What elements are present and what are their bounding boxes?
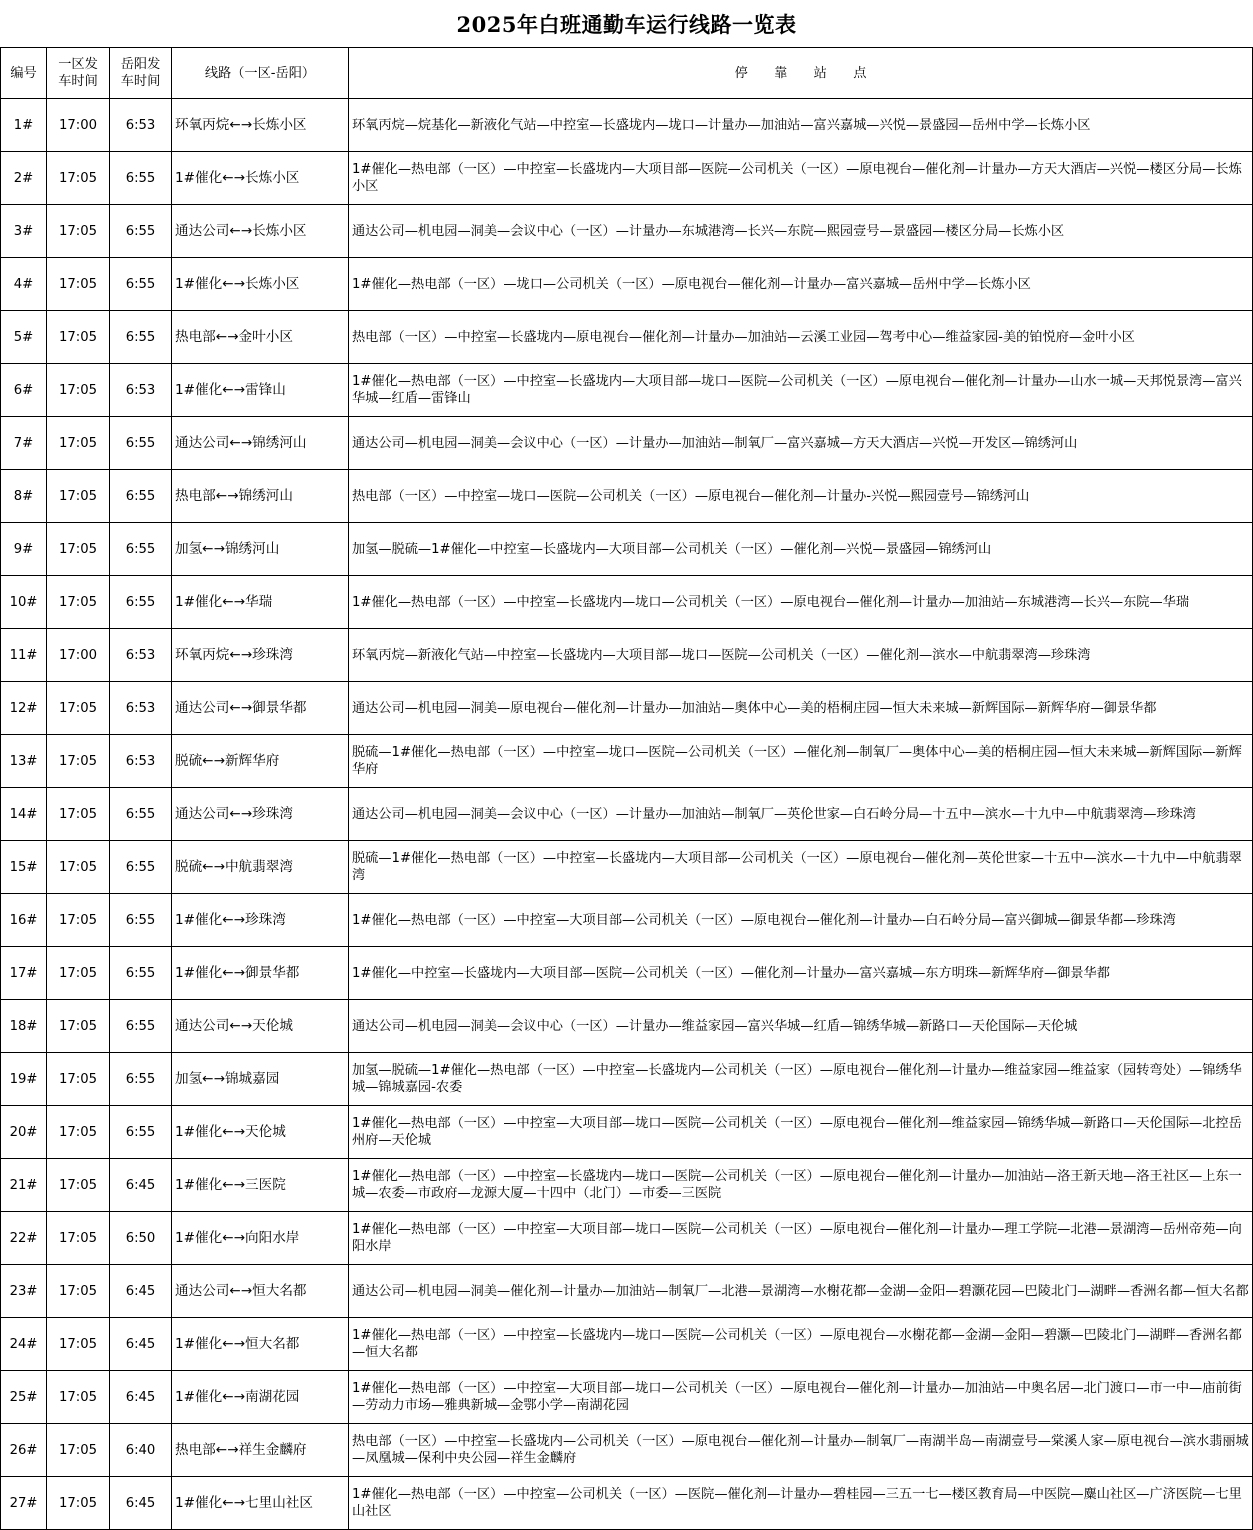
cell-number: 25#	[1, 1371, 47, 1424]
cell-stops: 1#催化—热电部（一区）—垅口—公司机关（一区）—原电视台—催化剂—计量办—富兴嘉城—岳州中学—长炼小区	[349, 258, 1253, 311]
cell-stops: 热电部（一区）—中控室—长盛垅内—原电视台—催化剂—计量办—加油站—云溪工业园—驾考中心—维益家园-美的铂悦府—金叶小区	[349, 311, 1253, 364]
table-row	[1, 523, 1253, 576]
cell-stops: 通达公司—机电园—洞美—原电视台—催化剂—计量办—加油站—奥体中心—美的梧桐庄园—恒大未来城—新辉国际—新辉华府—御景华都	[349, 682, 1253, 735]
cell-route: 1#催化←→珍珠湾	[172, 894, 349, 947]
header-number: 编号	[1, 48, 47, 99]
cell-yueyang-time: 6:55	[110, 947, 172, 1000]
cell-yueyang-time: 6:55	[110, 894, 172, 947]
cell-depart-time: 17:05	[47, 682, 110, 735]
cell-route: 加氢←→锦城嘉园	[172, 1053, 349, 1106]
cell-number: 21#	[1, 1159, 47, 1212]
table-row	[1, 364, 1253, 417]
cell-depart-time: 17:05	[47, 1106, 110, 1159]
cell-number: 15#	[1, 841, 47, 894]
table-row	[1, 205, 1253, 258]
cell-yueyang-time: 6:53	[110, 629, 172, 682]
cell-yueyang-time: 6:55	[110, 258, 172, 311]
header-yueyang-line1: 岳阳发	[120, 57, 161, 72]
cell-stops: 环氧丙烷—烷基化—新液化气站—中控室—长盛垅内—垅口—计量办—加油站—富兴嘉城—兴悦—景盛园—岳州中学—长炼小区	[349, 99, 1253, 152]
cell-stops: 环氧丙烷—新液化气站—中控室—长盛垅内—大项目部—垅口—医院—公司机关（一区）—催化剂—滨水—中航翡翠湾—珍珠湾	[349, 629, 1253, 682]
cell-stops: 加氢—脱硫—1#催化—中控室—长盛垅内—大项目部—公司机关（一区）—催化剂—兴悦—景盛园—锦绣河山	[349, 523, 1253, 576]
cell-yueyang-time: 6:45	[110, 1318, 172, 1371]
cell-number: 11#	[1, 629, 47, 682]
cell-yueyang-time: 6:55	[110, 1106, 172, 1159]
cell-depart-time: 17:05	[47, 1371, 110, 1424]
header-stops: 停 靠 站 点	[349, 48, 1253, 99]
cell-route: 通达公司←→珍珠湾	[172, 788, 349, 841]
table-row	[1, 99, 1253, 152]
cell-number: 5#	[1, 311, 47, 364]
cell-stops: 1#催化—热电部（一区）—中控室—大项目部—垅口—公司机关（一区）—原电视台—催化剂—计量办—加油站—中奥名居—北门渡口—市一中—庙前街—劳动力市场—雅典新城—金鄂小学—南湖花园	[349, 1371, 1253, 1424]
table-row	[1, 470, 1253, 523]
cell-number: 4#	[1, 258, 47, 311]
cell-depart-time: 17:05	[47, 417, 110, 470]
cell-depart-time: 17:05	[47, 1318, 110, 1371]
cell-depart-time: 17:05	[47, 152, 110, 205]
cell-number: 1#	[1, 99, 47, 152]
cell-number: 18#	[1, 1000, 47, 1053]
table-row	[1, 1477, 1253, 1530]
cell-depart-time: 17:05	[47, 894, 110, 947]
cell-depart-time: 17:05	[47, 205, 110, 258]
cell-depart-time: 17:00	[47, 99, 110, 152]
header-route: 线路（一区-岳阳）	[172, 48, 349, 99]
table-row	[1, 1318, 1253, 1371]
cell-route: 1#催化←→御景华都	[172, 947, 349, 1000]
cell-number: 26#	[1, 1424, 47, 1477]
cell-stops: 1#催化—热电部（一区）—中控室—大项目部—公司机关（一区）—原电视台—催化剂—计量办—白石岭分局—富兴御城—御景华都—珍珠湾	[349, 894, 1253, 947]
table-row	[1, 1371, 1253, 1424]
cell-number: 17#	[1, 947, 47, 1000]
cell-route: 脱硫←→中航翡翠湾	[172, 841, 349, 894]
cell-number: 14#	[1, 788, 47, 841]
cell-depart-time: 17:05	[47, 1265, 110, 1318]
cell-route: 1#催化←→南湖花园	[172, 1371, 349, 1424]
table-row	[1, 841, 1253, 894]
cell-number: 13#	[1, 735, 47, 788]
cell-stops: 热电部（一区）—中控室—垅口—医院—公司机关（一区）—原电视台—催化剂—计量办-兴悦—熙园壹号—锦绣河山	[349, 470, 1253, 523]
table-row	[1, 1424, 1253, 1477]
table-row	[1, 629, 1253, 682]
cell-stops: 通达公司—机电园—洞美—会议中心（一区）—计量办—加油站—制氧厂—富兴嘉城—方天大酒店—兴悦—开发区—锦绣河山	[349, 417, 1253, 470]
cell-yueyang-time: 6:53	[110, 99, 172, 152]
cell-depart-time: 17:05	[47, 470, 110, 523]
cell-depart-time: 17:00	[47, 629, 110, 682]
cell-yueyang-time: 6:55	[110, 788, 172, 841]
cell-number: 10#	[1, 576, 47, 629]
cell-route: 热电部←→金叶小区	[172, 311, 349, 364]
header-yueyang-time	[110, 48, 172, 99]
cell-route: 1#催化←→长炼小区	[172, 258, 349, 311]
header-depart-line2: 车时间	[58, 74, 98, 89]
table-row	[1, 735, 1253, 788]
cell-route: 加氢←→锦绣河山	[172, 523, 349, 576]
table-row	[1, 1000, 1253, 1053]
cell-number: 8#	[1, 470, 47, 523]
cell-number: 9#	[1, 523, 47, 576]
cell-route: 1#催化←→雷锋山	[172, 364, 349, 417]
cell-stops: 通达公司—机电园—洞美—会议中心（一区）—计量办—东城港湾—长兴—东院—熙园壹号—景盛园—楼区分局—长炼小区	[349, 205, 1253, 258]
cell-yueyang-time: 6:55	[110, 841, 172, 894]
table-row	[1, 576, 1253, 629]
cell-route: 脱硫←→新辉华府	[172, 735, 349, 788]
header-depart-time	[47, 48, 110, 99]
table-row	[1, 311, 1253, 364]
cell-yueyang-time: 6:45	[110, 1159, 172, 1212]
table-row	[1, 417, 1253, 470]
cell-stops: 1#催化—热电部（一区）—中控室—长盛垅内—垅口—医院—公司机关（一区）—原电视台—水榭花都—金湖—金阳—碧灏—巴陵北门—湖畔—香洲名都—恒大名都	[349, 1318, 1253, 1371]
cell-depart-time: 17:05	[47, 576, 110, 629]
header-depart-line1: 一区发	[58, 57, 98, 72]
cell-route: 通达公司←→锦绣河山	[172, 417, 349, 470]
table-row	[1, 1159, 1253, 1212]
cell-route: 1#催化←→向阳水岸	[172, 1212, 349, 1265]
cell-stops: 1#催化—热电部（一区）—中控室—大项目部—垅口—医院—公司机关（一区）—原电视台—催化剂—计量办—理工学院—北港—景湖湾—岳州帝苑—向阳水岸	[349, 1212, 1253, 1265]
cell-depart-time: 17:05	[47, 1159, 110, 1212]
header-yueyang-line2: 车时间	[120, 74, 161, 89]
cell-yueyang-time: 6:40	[110, 1424, 172, 1477]
table-row	[1, 152, 1253, 205]
cell-yueyang-time: 6:55	[110, 470, 172, 523]
cell-stops: 加氢—脱硫—1#催化—热电部（一区）—中控室—长盛垅内—公司机关（一区）—原电视台—催化剂—计量办—维益家园—维益家（园转弯处）—锦绣华城—锦城嘉园-农委	[349, 1053, 1253, 1106]
cell-route: 热电部←→锦绣河山	[172, 470, 349, 523]
cell-route: 1#催化←→三医院	[172, 1159, 349, 1212]
cell-depart-time: 17:05	[47, 1477, 110, 1530]
cell-yueyang-time: 6:55	[110, 417, 172, 470]
cell-depart-time: 17:05	[47, 1053, 110, 1106]
table-row	[1, 1053, 1253, 1106]
cell-yueyang-time: 6:53	[110, 735, 172, 788]
table-row	[1, 894, 1253, 947]
cell-number: 16#	[1, 894, 47, 947]
cell-stops: 通达公司—机电园—洞美—催化剂—计量办—加油站—制氧厂—北港—景湖湾—水榭花都—金湖—金阳—碧灏花园—巴陵北门—湖畔—香洲名都—恒大名都	[349, 1265, 1253, 1318]
table-row	[1, 682, 1253, 735]
table-row	[1, 258, 1253, 311]
cell-stops: 1#催化—热电部（一区）—中控室—大项目部—垅口—医院—公司机关（一区）—原电视台—催化剂—维益家园—锦绣华城—新路口—天伦国际—北控岳州府—天伦城	[349, 1106, 1253, 1159]
cell-stops: 1#催化—热电部（一区）—中控室—长盛垅内—大项目部—医院—公司机关（一区）—原电视台—催化剂—计量办—方天大酒店—兴悦—楼区分局—长炼小区	[349, 152, 1253, 205]
cell-depart-time: 17:05	[47, 523, 110, 576]
cell-depart-time: 17:05	[47, 947, 110, 1000]
cell-depart-time: 17:05	[47, 841, 110, 894]
cell-yueyang-time: 6:53	[110, 364, 172, 417]
cell-route: 热电部←→祥生金麟府	[172, 1424, 349, 1477]
cell-yueyang-time: 6:55	[110, 205, 172, 258]
cell-yueyang-time: 6:55	[110, 152, 172, 205]
cell-number: 7#	[1, 417, 47, 470]
cell-stops: 1#催化—热电部（一区）—中控室—长盛垅内—大项目部—垅口—医院—公司机关（一区）—原电视台—催化剂—计量办—山水一城—天邦悦景湾—富兴华城—红盾—雷锋山	[349, 364, 1253, 417]
cell-number: 23#	[1, 1265, 47, 1318]
cell-depart-time: 17:05	[47, 1424, 110, 1477]
cell-depart-time: 17:05	[47, 1000, 110, 1053]
cell-depart-time: 17:05	[47, 364, 110, 417]
cell-route: 通达公司←→天伦城	[172, 1000, 349, 1053]
cell-yueyang-time: 6:55	[110, 523, 172, 576]
cell-depart-time: 17:05	[47, 311, 110, 364]
cell-depart-time: 17:05	[47, 258, 110, 311]
cell-stops: 1#催化—中控室—长盛垅内—大项目部—医院—公司机关（一区）—催化剂—计量办—富兴嘉城—东方明珠—新辉华府—御景华都	[349, 947, 1253, 1000]
table-row	[1, 1106, 1253, 1159]
cell-number: 12#	[1, 682, 47, 735]
cell-stops: 通达公司—机电园—洞美—会议中心（一区）—计量办—维益家园—富兴华城—红盾—锦绣华城—新路口—天伦国际—天伦城	[349, 1000, 1253, 1053]
page-title: 2025年白班通勤车运行线路一览表	[456, 12, 797, 37]
table-row	[1, 788, 1253, 841]
cell-stops: 通达公司—机电园—洞美—会议中心（一区）—计量办—加油站—制氧厂—英伦世家—白石岭分局—十五中—滨水—十九中—中航翡翠湾—珍珠湾	[349, 788, 1253, 841]
cell-number: 24#	[1, 1318, 47, 1371]
table-row	[1, 1212, 1253, 1265]
cell-stops: 热电部（一区）—中控室—长盛垅内—公司机关（一区）—原电视台—催化剂—计量办—制氧厂—南湖半岛—南湖壹号—棠溪人家—原电视台—滨水翡丽城—凤凰城—保利中央公园—祥生金麟府	[349, 1424, 1253, 1477]
cell-yueyang-time: 6:55	[110, 311, 172, 364]
cell-yueyang-time: 6:55	[110, 1000, 172, 1053]
cell-route: 1#催化←→天伦城	[172, 1106, 349, 1159]
cell-depart-time: 17:05	[47, 788, 110, 841]
cell-number: 20#	[1, 1106, 47, 1159]
cell-route: 通达公司←→长炼小区	[172, 205, 349, 258]
cell-stops: 脱硫—1#催化—热电部（一区）—中控室—垅口—医院—公司机关（一区）—催化剂—制氧厂—奥体中心—美的梧桐庄园—恒大未来城—新辉国际—新辉华府	[349, 735, 1253, 788]
cell-stops: 1#催化—热电部（一区）—中控室—长盛垅内—垅口—医院—公司机关（一区）—原电视台—催化剂—计量办—加油站—洛王新天地—洛王社区—上东一城—农委—市政府—龙源大厦—十四中（北门）—市委—三医院	[349, 1159, 1253, 1212]
cell-route: 1#催化←→恒大名都	[172, 1318, 349, 1371]
cell-route: 1#催化←→长炼小区	[172, 152, 349, 205]
cell-yueyang-time: 6:53	[110, 682, 172, 735]
cell-route: 1#催化←→七里山社区	[172, 1477, 349, 1530]
cell-yueyang-time: 6:55	[110, 576, 172, 629]
route-table	[0, 47, 1253, 1530]
cell-yueyang-time: 6:45	[110, 1371, 172, 1424]
table-row	[1, 1265, 1253, 1318]
cell-number: 2#	[1, 152, 47, 205]
cell-depart-time: 17:05	[47, 735, 110, 788]
table-header-row	[1, 48, 1253, 99]
cell-number: 22#	[1, 1212, 47, 1265]
cell-number: 27#	[1, 1477, 47, 1530]
cell-yueyang-time: 6:45	[110, 1477, 172, 1530]
cell-stops: 1#催化—热电部（一区）—中控室—公司机关（一区）—医院—催化剂—计量办—碧桂园—三五一七—楼区教育局—中医院—麋山社区—广济医院—七里山社区	[349, 1477, 1253, 1530]
cell-route: 1#催化←→华瑞	[172, 576, 349, 629]
cell-number: 3#	[1, 205, 47, 258]
cell-route: 通达公司←→御景华都	[172, 682, 349, 735]
cell-yueyang-time: 6:45	[110, 1265, 172, 1318]
cell-stops: 脱硫—1#催化—热电部（一区）—中控室—长盛垅内—大项目部—公司机关（一区）—原电视台—催化剂—英伦世家—十五中—滨水—十九中—中航翡翠湾	[349, 841, 1253, 894]
cell-route: 环氧丙烷←→长炼小区	[172, 99, 349, 152]
cell-yueyang-time: 6:50	[110, 1212, 172, 1265]
cell-route: 环氧丙烷←→珍珠湾	[172, 629, 349, 682]
cell-number: 6#	[1, 364, 47, 417]
cell-number: 19#	[1, 1053, 47, 1106]
cell-depart-time: 17:05	[47, 1212, 110, 1265]
cell-route: 通达公司←→恒大名都	[172, 1265, 349, 1318]
cell-stops: 1#催化—热电部（一区）—中控室—长盛垅内—垅口—公司机关（一区）—原电视台—催化剂—计量办—加油站—东城港湾—长兴—东院—华瑞	[349, 576, 1253, 629]
cell-yueyang-time: 6:55	[110, 1053, 172, 1106]
table-row	[1, 947, 1253, 1000]
